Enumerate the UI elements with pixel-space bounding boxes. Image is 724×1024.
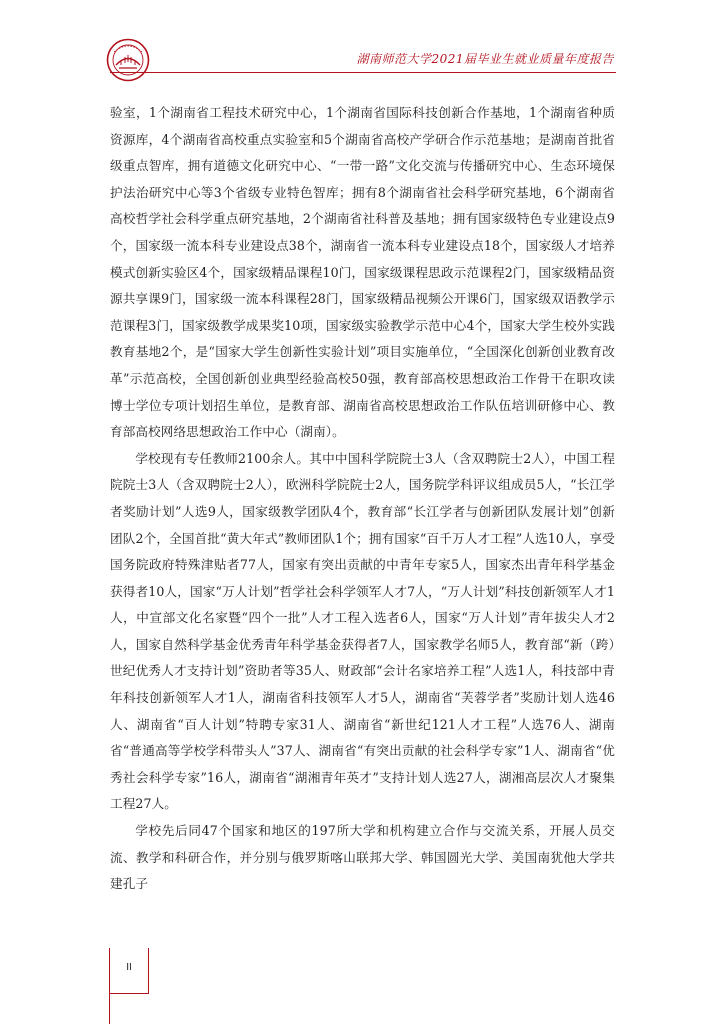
paragraph-faculty: 学校现有专任教师2100余人。其中中国科学院院士3人（含双聘院士2人），中国工程院院士3人（含双聘院士2人），欧洲科学院院士2人，国务院学科评议组成员5人，“长江学者奖励计划”人选9人，国家级教学团队4个，教育部“长江学者与创新团队发展计划”创新团队2个，全国首批“黄大年式”教师团队1个；拥有国家“百千万人才工程”人选10人，享受国务院政府特殊津贴者77人，国家有突出贡献的中青年专家5人，国家杰出青年科学基金获得者10人，国家“万人计划”哲学社会科学领军人才7人，“万人计划”科技创新领军人才1人，中宣部文化名家暨“四个一批”人才工程入选者6人，国家“万人计划”青年拔尖人才2人，国家自然科学基金优秀青年科学基金获得者7人，国家教学名师5人，教育部“新（跨）世纪优秀人才支持计划”资助者等35人、财政部“会计名家培养工程”人选1人，科技部中青年科技创新领军人才1人，湖南省科技领军人才5人，湖南省“芙蓉学者”奖励计划人选46人、湖南省“百人计划”特聘专家31人、湖南省“新世纪121人才工程”人选76人、湖南省“普通高等学校学科带头人”37人、湖南省“有突出贡献的社会科学专家”1人、湖南省“优秀社会科学专家”16人，湖南省“湖湘青年英才”支持计划人选27人，湖湘高层次人才聚集工程27人。: [110, 450, 615, 812]
university-seal-icon: [106, 38, 150, 82]
body-text: [110, 100, 615, 898]
header-divider: [110, 72, 616, 73]
paragraph-continuation: 验室，1个湖南省工程技术研究中心，1个湖南省国际科技创新合作基地，1个湖南省种质资源库，4个湖南省高校重点实验室和5个湖南省高校产学研合作示范基地；是湖南首批省级重点智库，拥有道德文化研究中心、“一带一路”文化交流与传播研究中心、生态环境保护法治研究中心等3个省级专业特色智库；拥有8个湖南省社会科学研究基地，6个湖南省高校哲学社会科学重点研究基地，2个湖南省社科普及基地；拥有国家级特色专业建设点9个，国家级一流本科专业建设点38个，湖南省一流本科专业建设点18个，国家级人才培养模式创新实验区4个，国家级精品课程10门，国家级课程思政示范课程2门，国家级精品资源共享课9门，国家级一流本科课程28门，国家级精品视频公开课6门，国家级双语教学示范课程3门，国家级教学成果奖10项，国家级实验教学示范中心4个，国家大学生校外实践教育基地2个，是“国家大学生创新性实验计划”项目实施单位，“全国深化创新创业教育改革”示范高校，全国创新创业典型经验高校50强，教育部高校思想政治工作骨干在职攻读博士学位专项计划招生单位，是教育部、湖南省高校思想政治工作队伍培训研修中心、教育部高校网络思想政治工作中心（湖南）。: [110, 105, 615, 440]
report-title: 湖南师范大学2021届毕业生就业质量年度报告: [356, 52, 614, 66]
paragraph-international: 学校先后同47个国家和地区的197所大学和机构建立合作与交流关系，开展人员交流、教学和科研合作，并分别与俄罗斯喀山联邦大学、韩国圆光大学、美国南犹他大学共建孔子: [110, 823, 615, 892]
footer-divider: [109, 948, 110, 1024]
page-number: II: [126, 962, 132, 973]
